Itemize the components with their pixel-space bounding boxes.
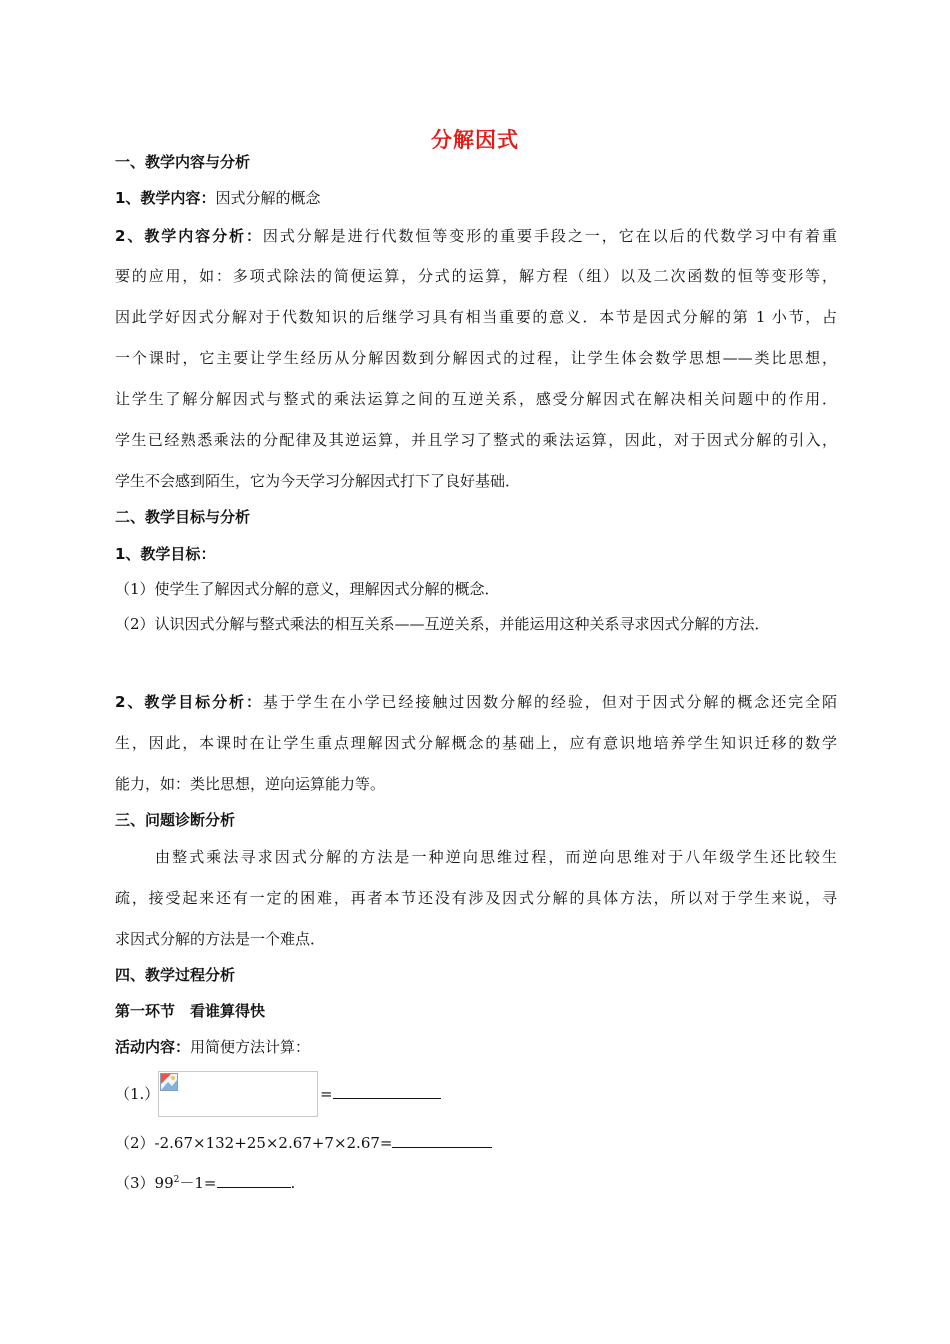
s1-item2-line-4: 一个课时，它主要让学生经历从分解因数到分解因式的过程，让学生体会数学思想——类比思想，: [115, 349, 837, 367]
question-3: [115, 1170, 295, 1193]
s2-item2-text-1: 基于学生在小学已经接触过因数分解的经验，但对于因式分解的概念还完全陌: [262, 693, 837, 711]
question-3-end: .: [290, 1174, 296, 1192]
question-1-equals: =: [320, 1085, 333, 1103]
section-2-heading: 二、教学目标与分析: [115, 508, 251, 526]
answer-blank-2[interactable]: [392, 1133, 492, 1148]
answer-blank-3[interactable]: [217, 1173, 291, 1188]
s1-item1-label: 1、教学内容：: [115, 189, 216, 207]
s2-goal-1: （1）使学生了解因式分解的意义，理解因式分解的概念．: [115, 580, 500, 598]
s1-item2-line-1: [115, 226, 837, 246]
answer-blank-1[interactable]: [333, 1084, 441, 1099]
activity-text: 用简便方法计算：: [190, 1038, 311, 1056]
s1-item2-line-5: 让学生了解分解因式与整式的乘法运算之间的互逆关系，感受分解因式在解决相关问题中的作用．: [115, 390, 837, 408]
s2-item2-line-3: 能力，如：类比思想，逆向运算能力等。: [115, 775, 386, 793]
s2-item2-label: 2、教学目标分析：: [115, 693, 263, 711]
question-2-text: （2）-2.67×132+25×2.67+7×2.67=: [115, 1134, 393, 1152]
question-3-prefix: （3）99: [115, 1174, 174, 1192]
s1-item2-label: 2、教学内容分析：: [115, 227, 263, 245]
question-2: [115, 1133, 492, 1153]
s1-item2-line-7: 学生不会感到陌生，它为今天学习分解因式打下了良好基础．: [115, 472, 521, 490]
s1-item1-text: 因式分解的概念: [215, 189, 321, 207]
section-1-heading: 一、教学内容与分析: [115, 153, 251, 171]
stage-1-heading: 第一环节 看谁算得快: [115, 1002, 266, 1020]
s2-item1-label: 1、教学目标：: [115, 545, 216, 563]
s2-item2-line-2: 生，因此，本课时在让学生重点理解因式分解概念的基础上，应有意识地培养学生知识迁移的数学: [115, 734, 837, 752]
s2-item2-line-1: [115, 692, 837, 712]
question-1-prefix: （1.）: [115, 1085, 160, 1103]
s2-goal-2: （2）认识因式分解与整式乘法的相互关系——互逆关系，并能运用这种关系寻求因式分解的方法．: [115, 615, 770, 633]
s3-line-1: 由整式乘法寻求因式分解的方法是一种逆向思维过程，而逆向思维对于八年级学生还比较生: [155, 848, 837, 866]
question-3-exponent: 2: [173, 1175, 180, 1185]
page-title: 分解因式: [431, 128, 519, 152]
s1-item2-text-1: 因式分解是进行代数恒等变形的重要手段之一，它在以后的代数学习中有着重: [262, 227, 837, 245]
s1-item2-line-6: 学生已经熟悉乘法的分配律及其逆运算，并且学习了整式的乘法运算，因此，对于因式分解的引入，: [115, 431, 837, 449]
question-1-answer: [320, 1084, 441, 1104]
s1-item2-line-3: 因此学好因式分解对于代数知识的后继学习具有相当重要的意义．本节是因式分解的第 1 小节，占: [115, 308, 837, 326]
section-4-heading: 四、教学过程分析: [115, 966, 236, 984]
s1-item1: [115, 188, 320, 208]
broken-image-icon: [160, 1073, 178, 1091]
question-3-suffix: －1=: [179, 1174, 217, 1192]
activity-label: 活动内容：: [115, 1038, 191, 1056]
s3-line-3: 求因式分解的方法是一个难点．: [115, 930, 326, 948]
s1-item2-line-2: 要的应用，如：多项式除法的简便运算，分式的运算，解方程（组）以及二次函数的恒等变形等，: [115, 267, 837, 285]
s3-line-2: 疏，接受起来还有一定的困难，再者本节还没有涉及因式分解的具体方法，所以对于学生来说，寻: [115, 889, 837, 907]
activity-line: [115, 1037, 310, 1057]
formula-image-placeholder: [158, 1071, 318, 1117]
section-3-heading: 三、问题诊断分析: [115, 811, 236, 829]
